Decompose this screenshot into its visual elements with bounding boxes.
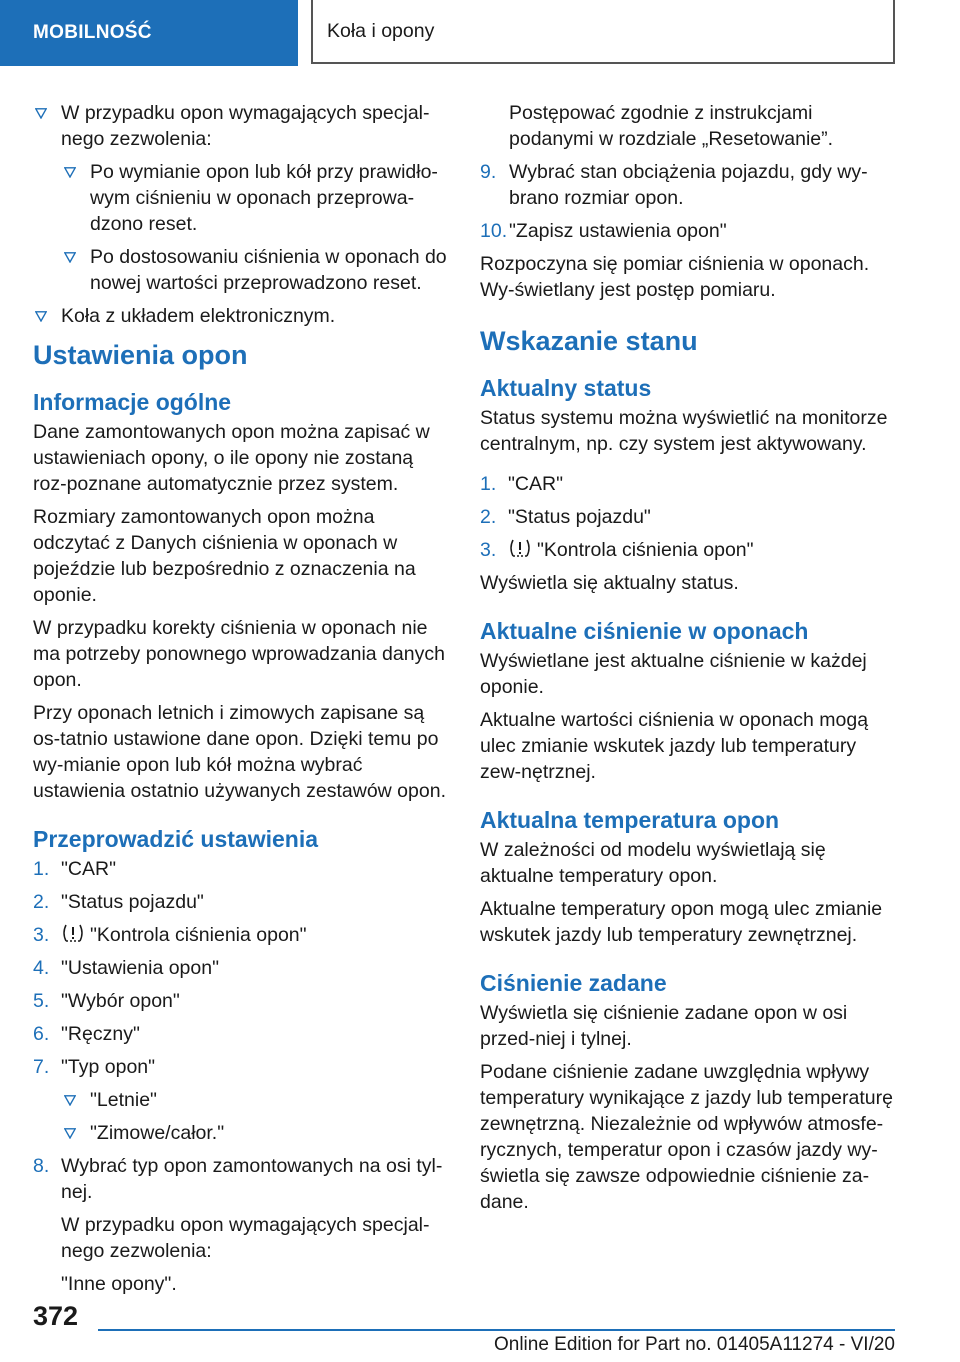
chapter-title: Koła i opony (311, 0, 895, 64)
section-tab: MOBILNOŚĆ (0, 0, 298, 66)
triangle-bullet-icon (33, 100, 49, 126)
triangle-bullet-icon (62, 159, 78, 185)
paragraph: Status systemu można wyświetlić na monitorze centralnym, np. czy system jest aktywowany. (480, 407, 888, 455)
triangle-bullet-icon (62, 1120, 78, 1146)
numbered-step (480, 537, 895, 563)
paragraph: W zależności od modelu wyświetlają się aktualne temperatury opon. (480, 839, 826, 887)
sub-bullet-item (62, 1120, 448, 1146)
left-column (33, 100, 448, 1304)
numbered-step (480, 159, 895, 211)
step-number: 2. (480, 506, 497, 528)
page-header (0, 0, 960, 66)
paragraph: Podane ciśnienie zadane uwzględnia wpływy temperatury wynikające z jazdy lub temperaturę zewnętrzną. Niezależnie od wpływów atmosfe-rycznych, temperatur opon i czasów jazdy wy-świetla się zawsze odpowiednie ciśnienie za-dane. (480, 1061, 893, 1213)
triangle-bullet-icon (62, 244, 78, 270)
step-text: "Status pojazdu" (61, 891, 204, 913)
sub-bullet-item (62, 1087, 448, 1113)
bullet-text: Koła z układem elektronicznym. (61, 305, 336, 327)
bullet-item (33, 303, 448, 329)
triangle-bullet-icon (33, 303, 49, 329)
bullet-text: Po wymianie opon lub kół przy prawidło-wym ciśnieniu w oponach przeprowa-dzono reset. (90, 161, 438, 235)
paragraph: Aktualne wartości ciśnienia w oponach mogą ulec zmianie wskutek jazdy lub temperatury zew-nętrznej. (480, 709, 869, 783)
sub-bullet-item (62, 159, 448, 237)
numbered-step (33, 1153, 448, 1205)
step-text: "CAR" (61, 858, 117, 880)
tire-pressure-warning-icon (61, 922, 85, 944)
paragraph: Rozpoczyna się pomiar ciśnienia w oponach. Wy-świetlany jest postęp pomiaru. (480, 253, 870, 301)
subheading-perform-settings: Przeprowadzić ustawienia (33, 826, 319, 852)
step-text: "Ustawienia opon" (61, 957, 220, 979)
paragraph: Przy oponach letnich i zimowych zapisane są os-tatnio ustawione dane opon. Dzięki temu po wy-mianie opon lub kół można wybrać ustawienia ostatnio używanych zestawów opon. (33, 702, 446, 802)
bullet-text: W przypadku opon wymagających specjal-nego zezwolenia: (61, 102, 430, 150)
paragraph: Dane zamontowanych opon można zapisać w ustawieniach opony, o ile opony nie zostaną roz-poznane automatycznie przez system. (33, 421, 430, 495)
step-text: "Wybór opon" (61, 990, 180, 1012)
triangle-bullet-icon (62, 1087, 78, 1113)
step-text: "Kontrola ciśnienia opon" (537, 539, 754, 561)
numbered-step (480, 471, 895, 497)
step-number: 1. (33, 858, 50, 880)
step-text: "Typ opon" (61, 1056, 156, 1078)
subheading-current-status: Aktualny status (480, 375, 652, 401)
step-number: 6. (33, 1023, 50, 1045)
bullet-text: Po dostosowaniu ciśnienia w oponach do nowej wartości przeprowadzono reset. (90, 246, 447, 294)
sub-bullet-item (62, 244, 448, 296)
paragraph: Aktualne temperatury opon mogą ulec zmianie wskutek jazdy lub temperatury zewnętrznej. (480, 898, 883, 946)
step-continuation: W przypadku opon wymagających specjal-nego zezwolenia: (61, 1214, 430, 1262)
numbered-step (33, 856, 448, 882)
numbered-step (33, 988, 448, 1014)
step-number: 5. (33, 990, 50, 1012)
step-text: "Status pojazdu" (508, 506, 651, 528)
step-number: 4. (33, 957, 50, 979)
numbered-step (480, 218, 895, 244)
numbered-step (33, 922, 448, 948)
numbered-step (33, 1054, 448, 1080)
bullet-text: "Letnie" (90, 1089, 157, 1111)
subheading-current-temperature: Aktualna temperatura opon (480, 807, 780, 833)
step-text: "CAR" (508, 473, 564, 495)
step-text: Wybrać typ opon zamontowanych na osi tyl-nej. (61, 1155, 443, 1203)
step-continuation: "Inne opony". (61, 1273, 177, 1295)
step-number: 3. (33, 924, 50, 946)
bullet-item (33, 100, 448, 152)
bullet-text: "Zimowe/całor." (90, 1122, 225, 1144)
page-number: 372 (33, 1301, 79, 1331)
step-number: 10. (480, 220, 508, 242)
step-number: 7. (33, 1056, 50, 1078)
section-heading-status-display: Wskazanie stanu (480, 326, 698, 356)
step-number: 3. (480, 539, 497, 561)
numbered-step (33, 889, 448, 915)
numbered-step (480, 504, 895, 530)
step-continuation: Postępować zgodnie z instrukcjami podanymi w rozdziale „Resetowanie”. (509, 102, 834, 150)
footer-divider (98, 1329, 895, 1331)
numbered-step (33, 955, 448, 981)
section-heading-tire-settings: Ustawienia opon (33, 340, 248, 370)
right-column (480, 100, 895, 1222)
subheading-current-pressure: Aktualne ciśnienie w oponach (480, 618, 809, 644)
subheading-general-info: Informacje ogólne (33, 389, 232, 415)
tire-pressure-warning-icon (508, 537, 532, 559)
step-text: "Zapisz ustawienia opon" (509, 220, 727, 242)
step-text: Wybrać stan obciążenia pojazdu, gdy wy-brano rozmiar opon. (509, 161, 868, 209)
paragraph: Wyświetla się aktualny status. (480, 572, 739, 594)
step-number: 1. (480, 473, 497, 495)
step-number: 9. (480, 161, 497, 183)
step-text: "Kontrola ciśnienia opon" (90, 924, 307, 946)
paragraph: Wyświetlane jest aktualne ciśnienie w każdej oponie. (480, 650, 867, 698)
step-number: 2. (33, 891, 50, 913)
numbered-step (33, 1021, 448, 1047)
paragraph: Rozmiary zamontowanych opon można odczytać z Danych ciśnienia w oponach w pojeździe lub bezpośrednio z oznaczenia na oponie. (33, 506, 416, 606)
edition-footer: Online Edition for Part no. 01405A11274 - VI/20 (493, 1334, 895, 1355)
paragraph: Wyświetla się ciśnienie zadane opon w osi przed-niej i tylnej. (480, 1002, 848, 1050)
step-text: "Ręczny" (61, 1023, 140, 1045)
paragraph: W przypadku korekty ciśnienia w oponach nie ma potrzeby ponownego wprowadzania danych opon. (33, 617, 445, 691)
step-number: 8. (33, 1155, 50, 1177)
subheading-target-pressure: Ciśnienie zadane (480, 970, 667, 996)
